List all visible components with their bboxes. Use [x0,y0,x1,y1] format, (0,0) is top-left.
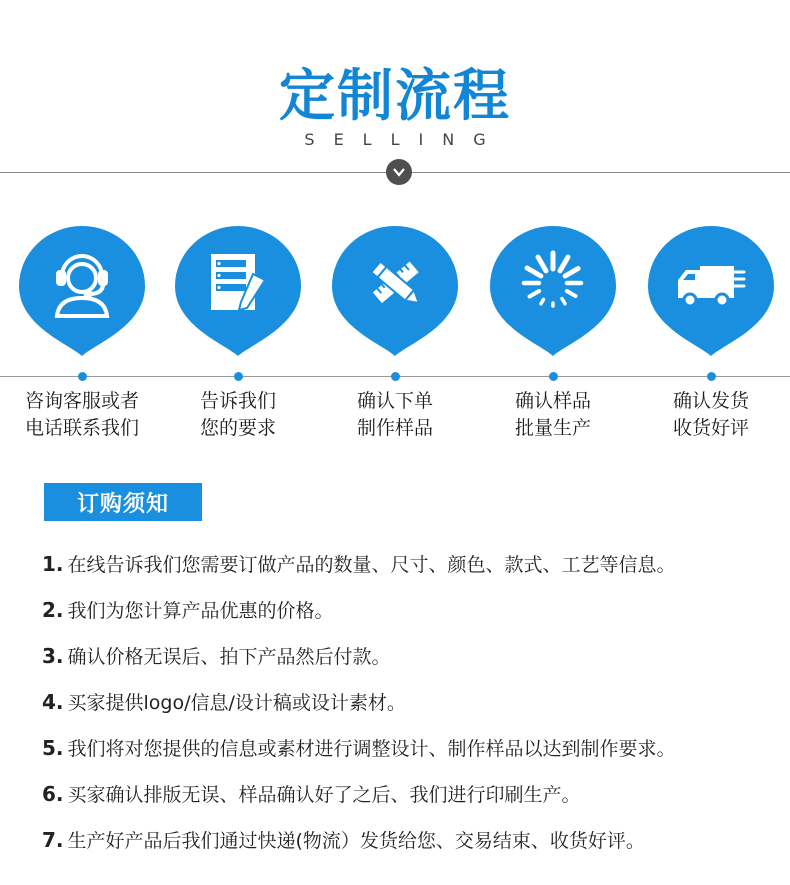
step-requirements [175,226,301,446]
loading-spinner-icon [516,246,590,320]
step-label: 确认下单 制作样品 [356,390,433,439]
list-item: 4. 买家提供logo/信息/设计稿或设计素材。 [42,690,406,714]
delivery-truck-icon [674,246,748,320]
page-subtitle: SELLING [304,130,505,149]
timeline-dot [391,372,400,381]
list-item: 5. 我们将对您提供的信息或素材进行调整设计、制作样品以达到制作要求。 [42,736,676,760]
step-order-sample [332,226,458,446]
step-label: 告诉我们 您的要求 [199,390,276,439]
step-mass-production [490,226,616,446]
step-delivery [648,226,774,446]
step-label: 确认发货 收货好评 [672,390,749,439]
timeline-dot [549,372,558,381]
timeline-dot [234,372,243,381]
order-form-pen-icon [201,246,275,320]
list-item: 1. 在线告诉我们您需要订做产品的数量、尺寸、颜色、款式、工艺等信息。 [42,552,676,576]
customer-service-headset-icon [45,246,119,320]
step-label: 确认样品 批量生产 [514,390,591,439]
page-title: 定制流程 [279,64,511,129]
notice-title: 订购须知 [44,483,202,521]
step-consult [19,226,145,446]
timeline-dot [78,372,87,381]
list-item: 7. 生产好产品后我们通过快递(物流）发货给您、交易结束、收货好评。 [42,828,645,852]
list-item: 2. 我们为您计算产品优惠的价格。 [42,598,334,622]
process-steps [0,226,790,446]
notice-list [42,542,782,864]
step-label: 咨询客服或者 电话联系我们 [24,390,139,439]
timeline-dot [707,372,716,381]
pencil-ruler-icon [358,246,432,320]
list-item: 6. 买家确认排版无误、样品确认好了之后、我们进行印刷生产。 [42,782,581,806]
chevron-down-icon [386,159,412,185]
list-item: 3. 确认价格无误后、拍下产品然后付款。 [42,644,391,668]
